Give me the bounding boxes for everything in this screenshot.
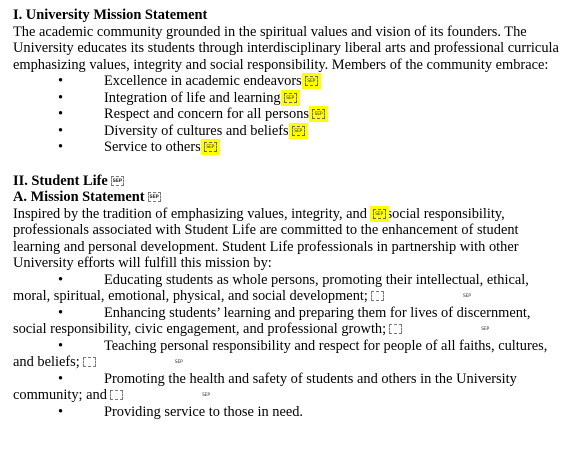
list-item: • Respect and concern for all personsSEP xyxy=(13,106,561,123)
section-break-mark xyxy=(371,291,384,301)
section-heading-mission: I. University Mission Statement xyxy=(13,7,208,23)
list-item: • Providing service to those in need. xyxy=(58,403,304,420)
bullet-glyph: • xyxy=(58,89,64,106)
bullet-glyph: • xyxy=(58,271,64,288)
list-item: • Diversity of cultures and beliefsSEP xyxy=(13,123,561,140)
document-page xyxy=(13,7,561,420)
student-life-intro-paragraph: Inspired by the tradition of emphasizing values, integrity, and SEP social responsibility, professionals associated with Student Life are committed to the enhancement of student learning and personal development. Student Life professionals in partnership with other University efforts will fulfill this mission by: xyxy=(13,206,561,272)
section-break-mark xyxy=(389,324,402,334)
list-item: • Teaching personal responsibility and respect for people of all faiths, cultures, and beliefs;SEP xyxy=(13,338,561,371)
section-break-mark xyxy=(111,176,124,186)
bullet-glyph: • xyxy=(58,403,64,420)
bullet-glyph: • xyxy=(58,73,64,89)
section-break-mark xyxy=(373,209,386,219)
list-item: • Educating students as whole persons, promoting their intellectual, ethical, moral, spiritual, emotional, physical, and social development;SEP xyxy=(13,272,561,305)
bullet-glyph: • xyxy=(58,337,64,354)
section-break-mark xyxy=(204,142,217,152)
section-break-mark xyxy=(292,126,305,136)
section-break-mark xyxy=(83,357,96,367)
list-item: • Promoting the health and safety of students and others in the University community; andSEP xyxy=(13,371,561,404)
list-item: • Excellence in academic endeavorsSEP xyxy=(13,73,561,90)
mission-intro-paragraph: The academic community grounded in the spiritual values and vision of its founders. The University educates its students through interdisciplinary liberal arts and professional curricula emphasizing values, integrity and social responsibility. Members of the community embrace: xyxy=(13,23,559,73)
section-break-mark xyxy=(148,192,161,202)
section-break-mark xyxy=(305,76,318,86)
section-heading-student-life: II. Student LifeSEP xyxy=(13,173,561,190)
list-item: • Integration of life and learningSEP xyxy=(13,90,561,107)
bullet-glyph: • xyxy=(58,139,64,155)
student-life-goals-list xyxy=(13,272,561,421)
section-break-mark xyxy=(110,390,123,400)
section-break-mark xyxy=(312,109,325,119)
section-break-mark xyxy=(284,93,297,103)
bullet-glyph: • xyxy=(58,122,64,139)
bullet-glyph: • xyxy=(58,106,64,122)
bullet-glyph: • xyxy=(58,370,64,387)
list-item: • Enhancing students’ learning and preparing them for lives of discernment, social responsibility, civic engagement, and professional growth;SEP xyxy=(13,305,561,338)
subheading-mission-statement: A. Mission StatementSEP xyxy=(13,189,561,206)
mission-values-list xyxy=(13,73,561,156)
bullet-glyph: • xyxy=(58,304,64,321)
spacer xyxy=(13,156,561,173)
list-item: • Service to othersSEP xyxy=(13,139,561,156)
